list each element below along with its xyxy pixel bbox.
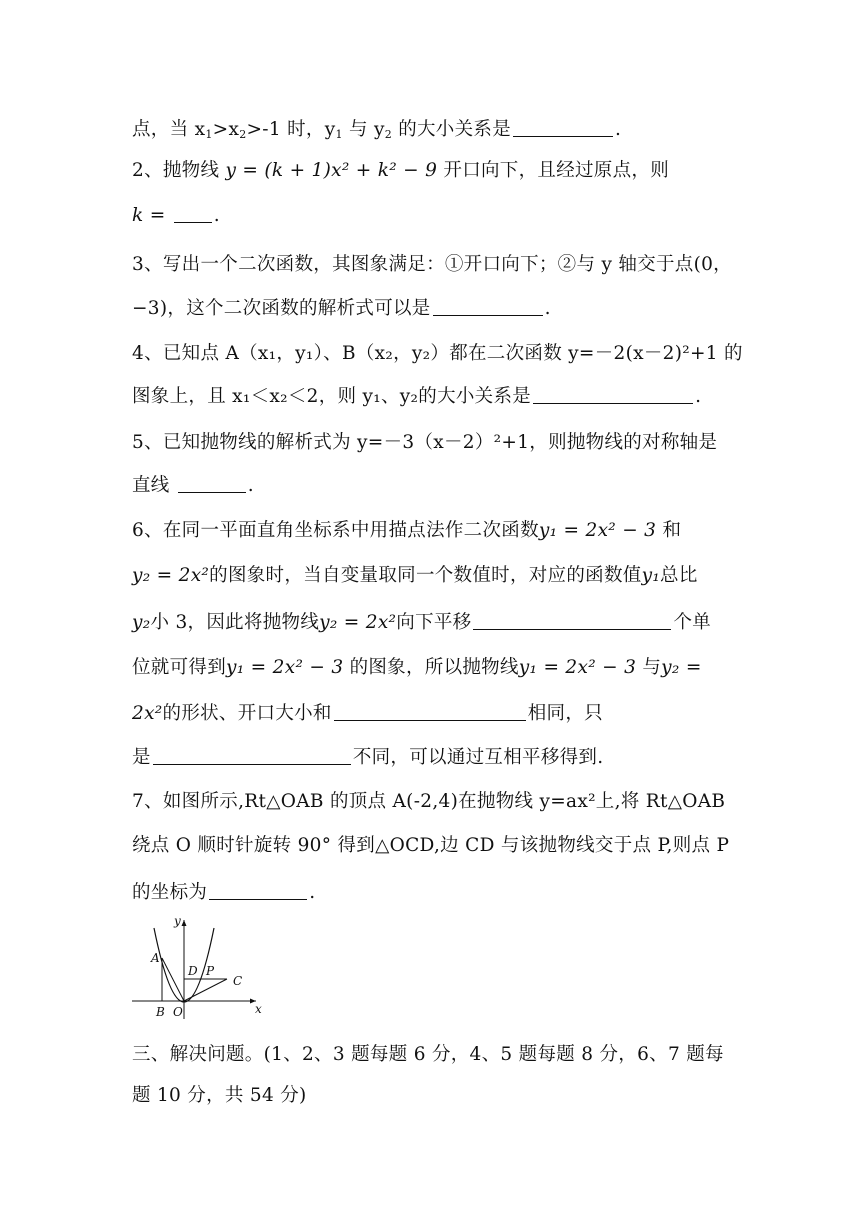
label-x: x [255, 1002, 262, 1016]
text: 的图象，所以抛物线 [343, 657, 519, 678]
label-a: A [151, 951, 160, 965]
q6-line-2 [132, 563, 698, 589]
math-expression: y₂ = [661, 657, 702, 678]
q3-line-1: 3、写出一个二次函数，其图象满足：①开口向下；②与 y 轴交于点(0， [132, 254, 732, 275]
answer-blank[interactable] [513, 116, 613, 137]
text: 向下平移 [396, 612, 472, 633]
text: 的图象时，当自变量取同一个数值时，对应的函数值 [209, 565, 642, 586]
math-expression: y₁ = 2x² − 3 [226, 657, 344, 678]
text: . [309, 882, 316, 903]
q1-tail-line: 点，当 $x_1>x_2>-1$ 时，$y_1$ 与 $y_2$ 的大小关系是 . [132, 116, 621, 148]
q6-line-3 [132, 609, 711, 636]
math-expression: k = [132, 205, 172, 226]
math-expression: y₂ = 2x² [319, 612, 397, 633]
q6-line-4 [132, 655, 702, 681]
q5-line-2 [132, 472, 254, 499]
answer-blank[interactable] [533, 383, 693, 404]
text: 6、在同一平面直角坐标系中用描点法作二次函数 [132, 520, 539, 541]
text: 不同，可以通过互相平移得到. [352, 747, 604, 768]
text: 位就可得到 [132, 657, 227, 678]
q3-line-2 [132, 295, 551, 322]
text: 开口向下，且经过原点，则 [437, 160, 670, 181]
label-b: B [156, 1005, 165, 1019]
text: . [695, 386, 702, 407]
text: 的形状、开口大小和 [162, 703, 332, 724]
q5-line-1: 5、已知抛物线的解析式为 y=－3（x－2）²+1，则抛物线的对称轴是 [132, 432, 718, 453]
answer-blank[interactable] [209, 879, 307, 900]
text: 与 [636, 657, 662, 678]
math-expression: y₁ = 2x² − 3 [538, 520, 657, 541]
segment-oa [162, 958, 184, 1001]
math-expression: y₂ [132, 612, 151, 633]
text: . [213, 205, 220, 226]
text: 小 3，因此将抛物线 [150, 612, 320, 633]
text: 个单 [673, 612, 712, 633]
text: 2、抛物线 [132, 160, 226, 181]
q2-line-2 [132, 202, 220, 229]
answer-blank[interactable] [174, 202, 212, 223]
q4-line-1: 4、已知点 A（x₁，y₁）、B（x₂，y₂）都在二次函数 y=－2(x－2)²+1 的 [132, 343, 743, 364]
label-c: C [233, 974, 243, 988]
label-p: P [206, 964, 215, 978]
section-3-line-1: 三、解决问题。(1、2、3 题每题 6 分，4、5 题每题 8 分，6、7 题每 [132, 1044, 724, 1065]
label-d: D [188, 964, 198, 978]
text: 是 [132, 747, 151, 768]
q6-line-1 [132, 518, 681, 544]
math-expression: y = (k + 1)x² + k² − 9 [225, 160, 438, 181]
text: 的坐标为 [132, 882, 208, 903]
parabola-figure [126, 915, 262, 1025]
text: . [544, 298, 551, 319]
text: 总比 [660, 565, 698, 586]
y-axis-arrow [182, 920, 187, 926]
label-y: y [174, 915, 181, 928]
math-expression: y₁ = 2x² − 3 [518, 657, 637, 678]
segment-oc [184, 979, 227, 1001]
text: −3)，这个二次函数的解析式可以是 [132, 298, 431, 319]
answer-blank[interactable] [153, 744, 351, 765]
answer-blank[interactable] [178, 472, 246, 493]
answer-blank[interactable] [334, 700, 526, 721]
q6-line-6 [132, 744, 603, 771]
label-o: O [173, 1005, 183, 1019]
answer-blank[interactable] [473, 609, 671, 630]
text: 图象上，且 x₁＜x₂＜2，则 y₁、y₂的大小关系是 [132, 386, 532, 407]
math-expression: y₂ = 2x² [132, 565, 210, 586]
text: 与 y [342, 119, 385, 140]
text: >-1 时，y [246, 119, 336, 140]
text: . [247, 475, 254, 496]
text: >x [212, 119, 240, 140]
text: 点，当 x [132, 119, 206, 140]
q7-line-2: 绕点 O 顺时针旋转 90° 得到△OCD,边 CD 与该抛物线交于点 P,则点 P [132, 835, 730, 856]
q6-line-5 [132, 700, 603, 727]
q4-line-2 [132, 383, 701, 410]
q7-line-1: 7、如图所示,Rt△OAB 的顶点 A(-2,4)在抛物线 y=ax²上,将 Rt△OAB [132, 791, 726, 812]
math-expression: y₁ [641, 565, 661, 586]
text: 的大小关系是 [392, 119, 511, 140]
q2-line [132, 158, 669, 184]
answer-blank[interactable] [433, 295, 543, 316]
section-3-line-2: 题 10 分，共 54 分) [132, 1085, 307, 1106]
text: 相同，只 [527, 703, 603, 724]
q7-line-3 [132, 879, 315, 906]
text: 和 [656, 520, 682, 541]
math-expression: 2x² [132, 703, 163, 724]
text: . [615, 119, 622, 140]
text: 直线 [132, 475, 176, 496]
